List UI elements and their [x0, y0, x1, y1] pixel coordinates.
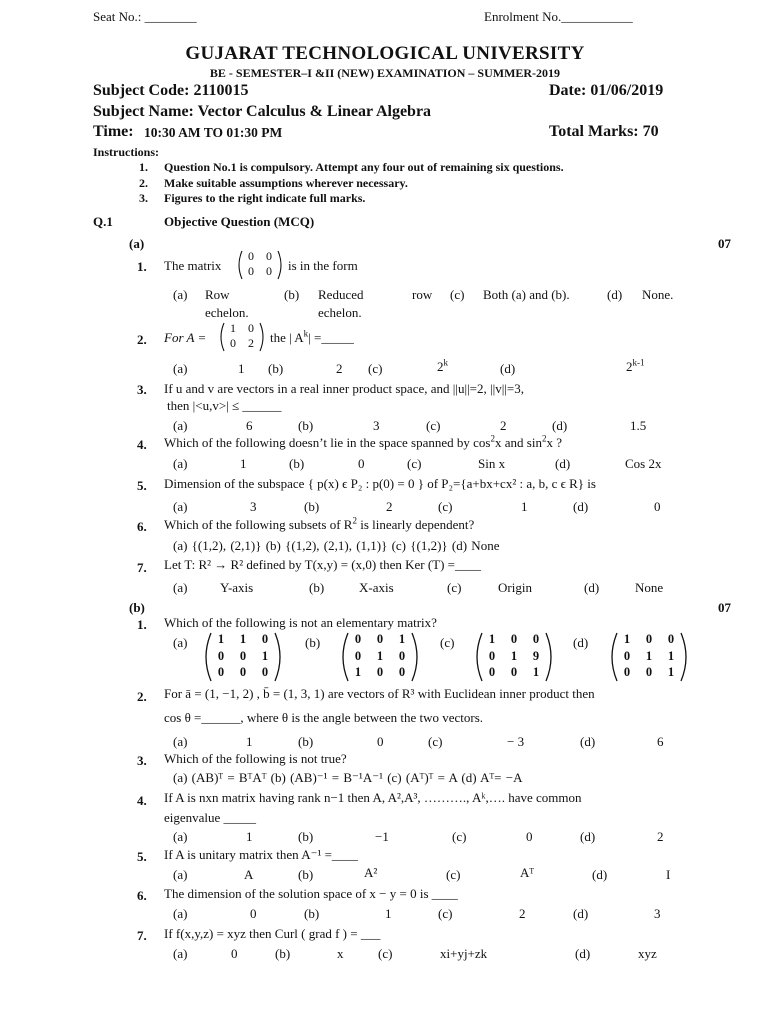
option-text: None.	[642, 287, 674, 302]
option-text: None	[635, 580, 664, 595]
option-text: 0	[358, 456, 365, 471]
matrix-cell: 0	[645, 665, 653, 679]
matrix-cell: 1	[398, 632, 406, 646]
matrix-cell: 1	[645, 649, 653, 663]
option-text: x	[337, 946, 344, 961]
option-text: 1	[238, 361, 245, 376]
item-number: 3.	[137, 753, 147, 768]
option-text: A	[244, 867, 254, 882]
instruction-text: Make suitable assumptions wherever necessary.	[164, 176, 408, 190]
time-value: 10:30 AM TO 01:30 PM	[144, 125, 283, 140]
matrix-cell: 0	[376, 665, 384, 679]
options-line: (a) {(1,2), (2,1)} (b) {(1,2), (2,1), (1,1)} (c) {(1,2)} (d) None	[173, 538, 500, 553]
matrix-cell: 0	[248, 249, 254, 263]
exam-date: Date: 01/06/2019	[549, 82, 664, 99]
matrix-cell: 1	[667, 649, 675, 663]
item-text: Let T: R² → R² defined by T(x,y) = (x,0) then Ker (T) =____	[164, 557, 482, 572]
option-label: (b)	[275, 946, 291, 961]
option-label: (a)	[173, 361, 188, 376]
option-text: 0	[250, 906, 257, 921]
matrix-cell: 0	[230, 336, 236, 350]
matrix-cell: 1	[239, 632, 247, 646]
option-label: (a)	[173, 867, 188, 882]
exam-title: BE - SEMESTER–I &II (NEW) EXAMINATION – SUMMER-2019	[209, 66, 561, 80]
option-text: Both (a) and (b).	[483, 287, 570, 302]
option-label: (a)	[173, 499, 188, 514]
option-label: (d)	[584, 580, 600, 595]
item-text	[270, 330, 354, 346]
option-text: 2	[500, 418, 507, 433]
option-label: (c)	[452, 829, 467, 844]
part-label: (a)	[129, 236, 145, 251]
option-label: (b)	[298, 418, 314, 433]
option-label: (c)	[450, 287, 465, 302]
option-label: (c)	[368, 361, 383, 376]
option-label: (d)	[555, 456, 571, 471]
item-text-part: x ?	[546, 435, 562, 450]
option-label: (a)	[173, 946, 188, 961]
subject-code: Subject Code: 2110015	[93, 82, 249, 99]
item-text-part: Which of the following doesn’t lie in the space spanned by cos	[164, 435, 491, 450]
instruction-num: 2.	[139, 176, 148, 190]
item-number: 6.	[137, 519, 147, 534]
matrix-cell: 0	[645, 632, 653, 646]
matrix-cell: 0	[510, 632, 518, 646]
option-label: (d)	[552, 418, 568, 433]
option-label: (a)	[173, 906, 188, 921]
option-text: xi+yj+zk	[440, 946, 488, 961]
option-text: Reduced	[318, 287, 364, 302]
item-text: If A is nxn matrix having rank n−1 then A, A²,A³, ………., Aᵏ,…. have common	[164, 790, 582, 805]
option-text: 1	[246, 829, 253, 844]
option-text: I	[666, 867, 671, 882]
option-text: 1	[521, 499, 528, 514]
item-text-part: the | A	[270, 330, 304, 345]
option-label: (d)	[573, 499, 589, 514]
superscript: k-1	[632, 357, 645, 368]
matrix-cell: 0	[239, 665, 247, 679]
option-text: 3	[654, 906, 661, 921]
option-label: (d)	[573, 906, 589, 921]
option-text: 1	[246, 734, 253, 749]
option-text: A²	[364, 865, 378, 880]
option-text: 2	[386, 499, 393, 514]
matrix-cell: 0	[398, 649, 406, 663]
matrix-cell: 0	[667, 632, 675, 646]
option-label: (a)	[173, 734, 188, 749]
matrix-cell: 1	[261, 649, 269, 663]
item-number: 6.	[137, 888, 147, 903]
option-label: (c)	[428, 734, 443, 749]
option-text: Row	[205, 287, 230, 302]
option-text: Sin x	[478, 456, 506, 471]
matrix-2x2	[236, 249, 284, 281]
option-label: (c)	[440, 635, 455, 650]
part-marks: 07	[718, 236, 731, 251]
matrix-cell: 1	[667, 665, 675, 679]
item-number: 2.	[137, 689, 147, 704]
option-label: (c)	[438, 499, 453, 514]
matrix-cell: 0	[261, 665, 269, 679]
item-text: is in the form	[288, 258, 358, 273]
option-text: 1	[385, 906, 392, 921]
item-number: 3.	[137, 382, 147, 397]
option-text: 2	[519, 906, 526, 921]
option-text: row	[412, 287, 433, 302]
option-label: (d)	[607, 287, 623, 302]
time-label: Time:	[93, 123, 134, 140]
option-label: (b)	[304, 499, 320, 514]
matrix-cell: 0	[510, 665, 518, 679]
matrix-3x3-c	[474, 632, 554, 682]
matrix-3x3-a	[203, 632, 283, 682]
option-label: (b)	[289, 456, 305, 471]
item-text: If A is unitary matrix then A⁻¹ =____	[164, 847, 358, 862]
item-number: 2.	[137, 332, 147, 347]
option-label: (d)	[575, 946, 591, 961]
option-text: 1.5	[630, 418, 647, 433]
part-marks: 07	[718, 600, 731, 615]
item-text: If f(x,y,z) = xyz then Curl ( grad f ) = ___	[164, 926, 381, 941]
option-text: −1	[375, 829, 389, 844]
option-label: (b)	[298, 829, 314, 844]
option-text: 2	[336, 361, 343, 376]
superscript: 2	[541, 433, 547, 444]
matrix-cell: 0	[354, 649, 362, 663]
option-text: echelon.	[205, 305, 249, 320]
matrix-cell: 1	[510, 649, 518, 663]
matrix-cell: 0	[488, 649, 496, 663]
option-text: 0	[377, 734, 384, 749]
matrix-cell: 0	[248, 264, 254, 278]
instructions-label: Instructions:	[93, 145, 160, 159]
option-text: 0	[654, 499, 661, 514]
instruction-text: Question No.1 is compulsory. Attempt any four out of remaining six questions.	[164, 160, 564, 174]
superscript: 2	[352, 515, 357, 526]
option-text: xyz	[638, 946, 657, 961]
options-line: (a) (AB)ᵀ = BᵀAᵀ (b) (AB)⁻¹ = B⁻¹A⁻¹ (c) (Aᵀ)ᵀ = A (d) Aᵀ= −A	[173, 770, 523, 785]
option-label: (d)	[500, 361, 516, 376]
matrix-3x3-d	[609, 632, 689, 682]
item-number: 7.	[137, 928, 147, 943]
option-label: (b)	[298, 867, 314, 882]
item-number: 4.	[137, 793, 147, 808]
matrix-cell: 0	[376, 632, 384, 646]
matrix-cell: 1	[354, 665, 362, 679]
option-label: (a)	[173, 287, 188, 302]
option-label: (b)	[284, 287, 300, 302]
option-text	[437, 359, 448, 375]
option-text: Cos 2x	[625, 456, 662, 471]
matrix-cell: 0	[266, 264, 272, 278]
item-text: eigenvalue _____	[164, 810, 257, 825]
option-text: Aᵀ	[520, 865, 535, 880]
superscript: 2	[490, 433, 495, 444]
item-text: Dimension of the subspace { p(x) ϵ P₂ : p(0) = 0 } of P₂={a+bx+cx² : a, b, c ϵ R} is	[164, 476, 596, 491]
matrix-cell: 9	[532, 649, 540, 663]
option-text: 6	[246, 418, 253, 433]
subject-name: Subject Name: Vector Calculus & Linear Algebra	[93, 103, 432, 120]
item-text: Which of the following is not true?	[164, 751, 347, 766]
matrix-cell: 0	[261, 632, 269, 646]
item-number: 1.	[137, 259, 147, 274]
matrix-cell: 0	[532, 632, 540, 646]
matrix-cell: 0	[239, 649, 247, 663]
item-number: 4.	[137, 437, 147, 452]
option-label: (a)	[173, 635, 188, 650]
item-number: 5.	[137, 849, 147, 864]
item-text-part: is linearly dependent?	[356, 517, 475, 532]
option-text: 3	[250, 499, 257, 514]
option-text: Y-axis	[220, 580, 254, 595]
matrix-cell: 1	[230, 321, 236, 335]
matrix-cell: 0	[623, 649, 631, 663]
item-text: Which of the following is not an elementary matrix?	[164, 615, 437, 630]
option-label: (b)	[298, 734, 314, 749]
option-label: (d)	[580, 829, 596, 844]
option-label: (c)	[446, 867, 461, 882]
matrix-3x3-b	[340, 632, 420, 682]
instruction-text: Figures to the right indicate full marks.	[164, 191, 366, 205]
matrix-cell: 0	[354, 632, 362, 646]
seat-no-field: Seat No.: ________	[93, 9, 197, 24]
option-text: X-axis	[359, 580, 394, 595]
option-label: (d)	[592, 867, 608, 882]
option-label: (a)	[173, 456, 188, 471]
option-label: (c)	[447, 580, 462, 595]
item-text: The dimension of the solution space of x − y = 0 is ____	[164, 886, 458, 901]
matrix-cell: 1	[376, 649, 384, 663]
option-label: (a)	[173, 580, 188, 595]
option-label: (d)	[580, 734, 596, 749]
item-text: cos θ =______, where θ is the angle between the two vectors.	[164, 710, 484, 725]
item-number: 5.	[137, 478, 147, 493]
item-text: If u and v are vectors in a real inner product space, and ||u||=2, ||v||=3,	[164, 381, 524, 396]
total-marks: Total Marks: 70	[549, 123, 659, 140]
matrix-cell: 0	[623, 665, 631, 679]
item-text-part: | =_____	[308, 330, 354, 345]
option-label: (b)	[304, 906, 320, 921]
option-label: (d)	[573, 635, 589, 650]
matrix-cell: 0	[217, 665, 225, 679]
matrix-cell: 1	[623, 632, 631, 646]
item-number: 7.	[137, 560, 147, 575]
matrix-cell: 0	[248, 321, 254, 335]
option-label: (c)	[438, 906, 453, 921]
option-text	[626, 359, 645, 375]
item-text: For ā = (1, −1, 2) , b̄ = (1, 3, 1) are vectors of R³ with Euclidean inner product then	[164, 686, 595, 701]
matrix-cell: 0	[266, 249, 272, 263]
item-text: The matrix	[164, 258, 222, 273]
item-text	[164, 517, 474, 533]
option-label: (c)	[407, 456, 422, 471]
instruction-num: 3.	[139, 191, 148, 205]
option-text: 2	[657, 829, 664, 844]
superscript: k	[443, 357, 448, 368]
matrix-2x2	[218, 321, 266, 353]
matrix-cell: 0	[488, 665, 496, 679]
option-text: Origin	[498, 580, 532, 595]
matrix-cell: 1	[217, 632, 225, 646]
item-text-part: Which of the following subsets of R	[164, 517, 353, 532]
option-text: − 3	[507, 734, 525, 749]
item-text: then |<u,v>| ≤ ______	[167, 398, 282, 413]
superscript: k	[303, 328, 309, 339]
question-title: Objective Question (MCQ)	[164, 214, 315, 229]
option-text: 6	[657, 734, 664, 749]
university-title: GUJARAT TECHNOLOGICAL UNIVERSITY	[185, 43, 585, 64]
option-text-base: 2	[626, 359, 633, 374]
item-text-part: x and sin	[495, 435, 542, 450]
option-text: 3	[373, 418, 380, 433]
question-number: Q.1	[93, 214, 113, 229]
option-label: (a)	[173, 418, 188, 433]
option-text-base: 2	[437, 359, 444, 374]
option-text: 1	[240, 456, 247, 471]
instruction-num: 1.	[139, 160, 148, 174]
option-label: (b)	[268, 361, 284, 376]
matrix-cell: 0	[217, 649, 225, 663]
option-label: (c)	[426, 418, 441, 433]
matrix-cell: 1	[488, 632, 496, 646]
matrix-cell: 2	[248, 336, 254, 350]
item-text	[164, 435, 562, 451]
option-text: 0	[231, 946, 238, 961]
item-text: For A =	[164, 330, 207, 345]
option-text: 0	[526, 829, 533, 844]
option-label: (c)	[378, 946, 393, 961]
part-label: (b)	[129, 600, 145, 615]
option-label: (b)	[309, 580, 325, 595]
item-number: 1.	[137, 617, 147, 632]
option-text: echelon.	[318, 305, 362, 320]
matrix-cell: 0	[398, 665, 406, 679]
option-label: (a)	[173, 829, 188, 844]
option-label: (b)	[305, 635, 321, 650]
enrolment-no-field: Enrolment No.___________	[484, 9, 633, 24]
matrix-cell: 1	[532, 665, 540, 679]
